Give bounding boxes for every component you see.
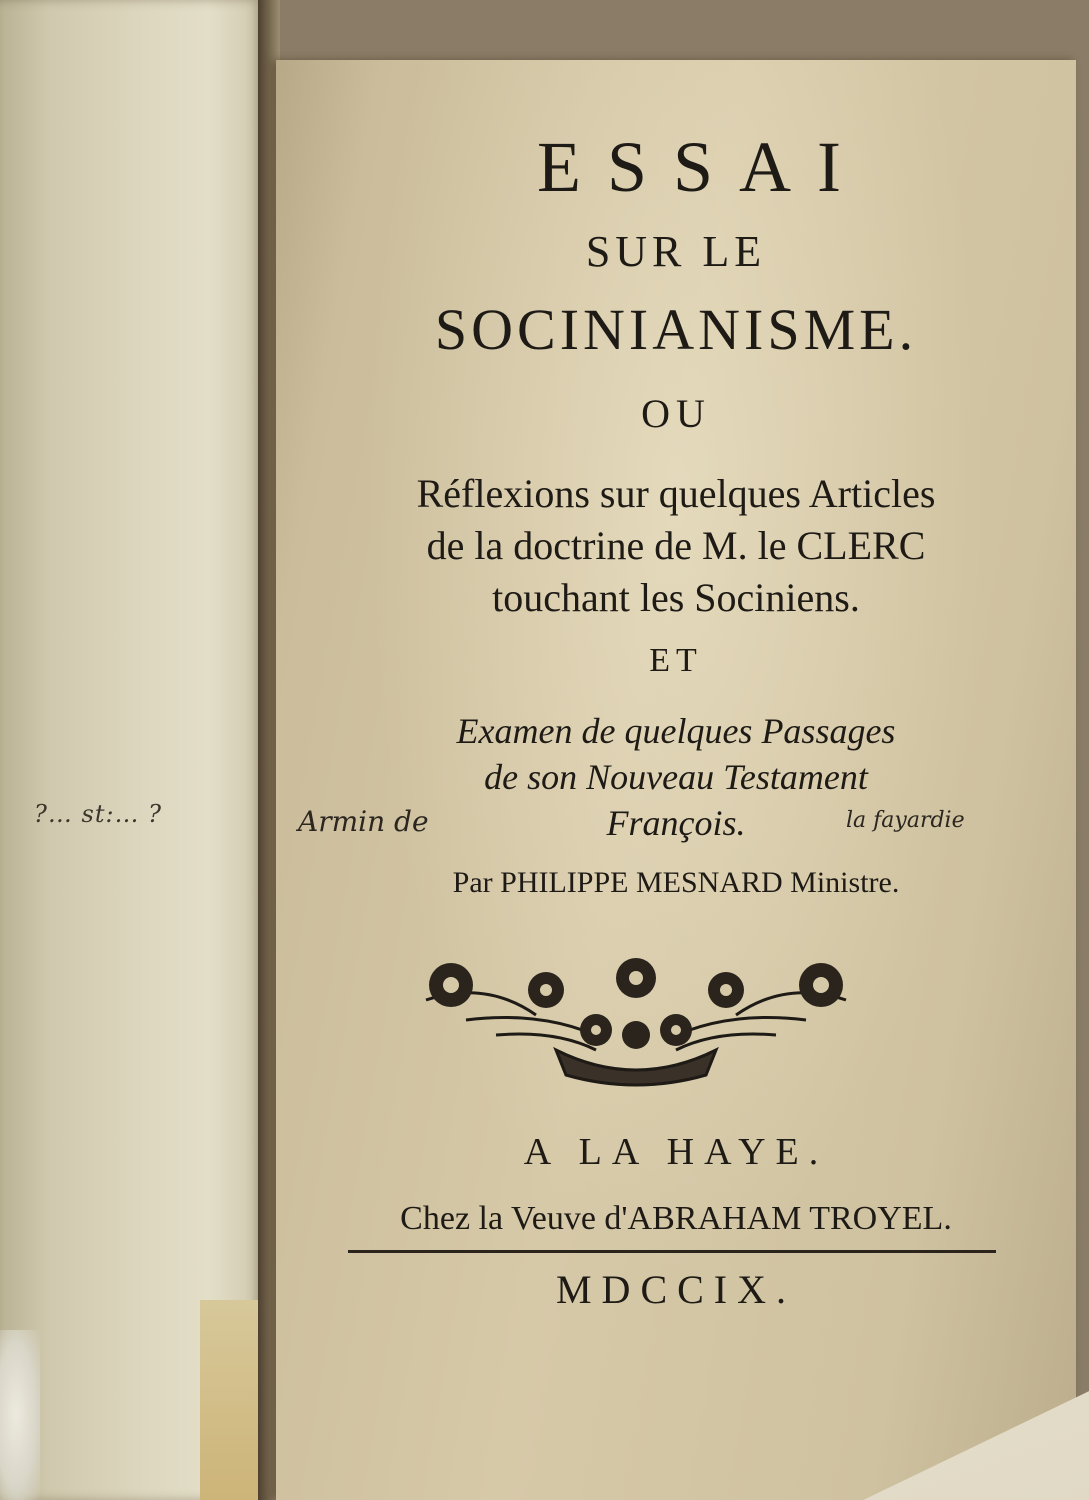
- flyleaf-page: [0, 0, 262, 1500]
- author-line: Par PHILIPPE MESNARD Ministre.: [452, 866, 900, 899]
- italic-line-3: François.: [606, 803, 746, 843]
- flyleaf-handwriting: ?… st:… ?: [34, 800, 163, 828]
- page-corner-fold: [836, 1300, 1089, 1500]
- italic-line-1: Examen de quelques Passages: [456, 711, 896, 751]
- book-title: ESSAI: [536, 127, 868, 207]
- flyleaf-worn-spot: [0, 1330, 40, 1500]
- connector-ou: OU: [641, 391, 711, 436]
- connector-et: ET: [649, 642, 703, 679]
- title-page: [276, 60, 1076, 1500]
- description-line-1: Réflexions sur quelques Articles: [416, 471, 936, 516]
- handwritten-note-right: la fayardie: [846, 808, 965, 833]
- subtitle-socinianisme: SOCINIANISME.: [434, 297, 918, 362]
- description-line-3: touchant les Sociniens.: [492, 575, 860, 620]
- flyleaf-stain: [200, 1300, 262, 1500]
- italic-line-2: de son Nouveau Testament: [484, 757, 868, 797]
- imprint-publisher: Chez la Veuve d'ABRAHAM TROYEL.: [400, 1200, 952, 1237]
- subtitle-sur-le: SUR LE: [585, 227, 767, 276]
- handwritten-note-left: Armin de: [298, 805, 429, 838]
- floral-basket-ornament: [406, 940, 866, 1090]
- imprint-city: A LA HAYE.: [523, 1131, 829, 1173]
- imprint-year: MDCCIX.: [555, 1267, 797, 1312]
- description-line-2: de la doctrine de M. le CLERC: [426, 523, 926, 568]
- imprint-rule: [348, 1250, 996, 1253]
